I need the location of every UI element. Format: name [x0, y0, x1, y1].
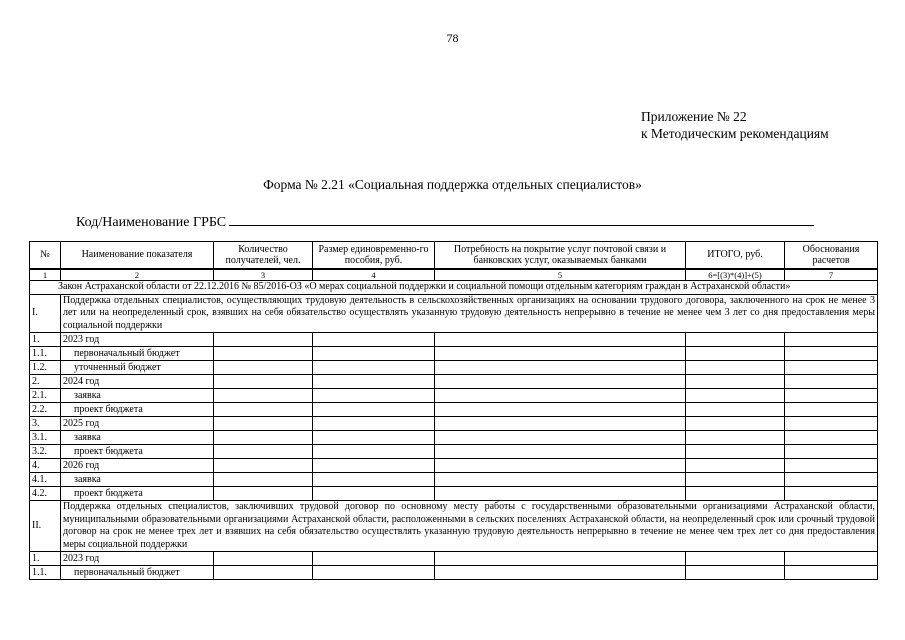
value-cell[interactable] — [313, 361, 435, 375]
row-name: 2026 год — [61, 459, 214, 473]
section-title: Поддержка отдельных специалистов, осуществляющих трудовую деятельность в сельскохозяйственных организациях на основании трудового договора, заключенного на срок не менее 3 лет или на неопределенный срок, взявших на себя обязательство осуществлять указанную трудовую деятельность непрерывно в течение не менее чем 3 лет со дня предоставления меры социальной поддержки — [61, 294, 878, 333]
value-cell[interactable] — [785, 333, 878, 347]
row-code: 3.1. — [30, 431, 61, 445]
value-cell[interactable] — [435, 389, 686, 403]
value-cell[interactable] — [214, 347, 313, 361]
row-name: 2024 год — [61, 375, 214, 389]
value-cell[interactable] — [686, 417, 785, 431]
column-number: 1 — [30, 269, 61, 281]
value-cell[interactable] — [214, 445, 313, 459]
value-cell[interactable] — [785, 487, 878, 501]
value-cell[interactable] — [214, 389, 313, 403]
value-cell[interactable] — [313, 487, 435, 501]
header-cell: Размер единовременно-го пособия, руб. — [313, 242, 435, 270]
table-row — [30, 375, 878, 389]
value-cell[interactable] — [435, 431, 686, 445]
row-name: проект бюджета — [61, 487, 214, 501]
value-cell[interactable] — [435, 375, 686, 389]
value-cell[interactable] — [435, 347, 686, 361]
value-cell[interactable] — [313, 473, 435, 487]
value-cell[interactable] — [686, 487, 785, 501]
row-name: заявка — [61, 389, 214, 403]
value-cell[interactable] — [313, 417, 435, 431]
appendix-line-1: Приложение № 22 — [641, 109, 747, 124]
value-cell[interactable] — [313, 459, 435, 473]
table-row — [30, 431, 878, 445]
column-number: 4 — [313, 269, 435, 281]
table-row — [30, 361, 878, 375]
value-cell[interactable] — [785, 403, 878, 417]
value-cell[interactable] — [313, 403, 435, 417]
row-code: 1. — [30, 333, 61, 347]
value-cell[interactable] — [785, 389, 878, 403]
row-code: 1.1. — [30, 566, 61, 580]
page-number: 78 — [446, 31, 459, 45]
value-cell[interactable] — [686, 389, 785, 403]
value-cell[interactable] — [214, 431, 313, 445]
table-row — [30, 347, 878, 361]
value-cell[interactable] — [686, 333, 785, 347]
row-code: 2. — [30, 375, 61, 389]
value-cell[interactable] — [313, 389, 435, 403]
value-cell[interactable] — [214, 375, 313, 389]
grbs-field — [76, 211, 814, 231]
value-cell[interactable] — [214, 552, 313, 566]
table-row — [30, 417, 878, 431]
row-name: проект бюджета — [61, 403, 214, 417]
table-row — [30, 389, 878, 403]
row-code: 4.2. — [30, 487, 61, 501]
table-row — [30, 403, 878, 417]
value-cell[interactable] — [214, 487, 313, 501]
row-code: 2.1. — [30, 389, 61, 403]
law-row — [30, 281, 878, 295]
grbs-label: Код/Наименование ГРБС — [76, 215, 227, 230]
header-cell: Количество получателей, чел. — [214, 242, 313, 270]
value-cell[interactable] — [435, 473, 686, 487]
row-name: первоначальный бюджет — [61, 347, 214, 361]
value-cell[interactable] — [435, 333, 686, 347]
grbs-fill-line — [229, 211, 814, 226]
table-row — [30, 552, 878, 566]
value-cell[interactable] — [435, 459, 686, 473]
row-name: 2023 год — [61, 333, 214, 347]
value-cell[interactable] — [435, 403, 686, 417]
appendix-note — [641, 108, 829, 142]
value-cell[interactable] — [214, 417, 313, 431]
row-name: 2025 год — [61, 417, 214, 431]
row-code: 1. — [30, 552, 61, 566]
value-cell[interactable] — [313, 445, 435, 459]
value-cell[interactable] — [686, 431, 785, 445]
row-code: 1.1. — [30, 347, 61, 361]
value-cell[interactable] — [313, 333, 435, 347]
value-cell[interactable] — [313, 566, 435, 580]
value-cell[interactable] — [686, 375, 785, 389]
row-name: заявка — [61, 431, 214, 445]
value-cell[interactable] — [435, 552, 686, 566]
value-cell[interactable] — [686, 403, 785, 417]
value-cell[interactable] — [785, 375, 878, 389]
value-cell[interactable] — [435, 566, 686, 580]
row-code: 2.2. — [30, 403, 61, 417]
form-table — [29, 241, 878, 580]
value-cell[interactable] — [686, 445, 785, 459]
value-cell[interactable] — [313, 375, 435, 389]
row-code: 4. — [30, 459, 61, 473]
value-cell[interactable] — [686, 361, 785, 375]
value-cell[interactable] — [686, 552, 785, 566]
value-cell[interactable] — [313, 347, 435, 361]
value-cell[interactable] — [785, 361, 878, 375]
table-row — [30, 445, 878, 459]
section-number: II. — [30, 501, 61, 552]
column-number: 7 — [785, 269, 878, 281]
row-name: заявка — [61, 473, 214, 487]
row-name: уточненный бюджет — [61, 361, 214, 375]
value-cell[interactable] — [313, 552, 435, 566]
table-row — [30, 473, 878, 487]
value-cell[interactable] — [435, 417, 686, 431]
section-number: I. — [30, 294, 61, 333]
column-number: 6=[(3)*(4)]+(5) — [686, 269, 785, 281]
row-code: 4.1. — [30, 473, 61, 487]
row-name: первоначальный бюджет — [61, 566, 214, 580]
value-cell[interactable] — [214, 566, 313, 580]
header-cell: ИТОГО, руб. — [686, 242, 785, 270]
header-cell: № — [30, 242, 61, 270]
table-row — [30, 333, 878, 347]
column-number-row — [30, 269, 878, 281]
value-cell[interactable] — [686, 566, 785, 580]
value-cell[interactable] — [435, 487, 686, 501]
value-cell[interactable] — [214, 361, 313, 375]
value-cell[interactable] — [785, 347, 878, 361]
column-number: 2 — [61, 269, 214, 281]
row-name: 2023 год — [61, 552, 214, 566]
row-name: проект бюджета — [61, 445, 214, 459]
column-number: 5 — [435, 269, 686, 281]
value-cell[interactable] — [686, 473, 785, 487]
section-header-row — [30, 294, 878, 333]
form-title: Форма № 2.21 «Социальная поддержка отдельных специалистов» — [263, 177, 642, 192]
value-cell[interactable] — [214, 459, 313, 473]
value-cell[interactable] — [785, 417, 878, 431]
table-row — [30, 459, 878, 473]
header-cell: Обоснования расчетов — [785, 242, 878, 270]
header-row — [30, 242, 878, 270]
table-row — [30, 566, 878, 580]
header-cell: Потребность на покрытие услуг почтовой связи и банковских услуг, оказываемых банками — [435, 242, 686, 270]
row-code: 3.2. — [30, 445, 61, 459]
row-code: 3. — [30, 417, 61, 431]
value-cell[interactable] — [785, 445, 878, 459]
section-title: Поддержка отдельных специалистов, заключивших трудовой договор по основному месту работы с государственными образовательными организациями Астраханской области, муниципальными образовательными организациями Астраханской области, расположенными в сельских поселениях Астраханской области, на неопределенный срок или срочный трудовой договор на срок не менее трех лет и взявших на себя обязательство осуществлять указанную трудовую деятельность непрерывно в течение не менее чем трех лет со дня предоставления меры социальной поддержки — [61, 501, 878, 552]
value-cell[interactable] — [686, 347, 785, 361]
section-header-row — [30, 501, 878, 552]
row-code: 1.2. — [30, 361, 61, 375]
value-cell[interactable] — [214, 333, 313, 347]
header-cell: Наименование показателя — [61, 242, 214, 270]
value-cell[interactable] — [313, 431, 435, 445]
value-cell[interactable] — [785, 473, 878, 487]
value-cell[interactable] — [785, 431, 878, 445]
value-cell[interactable] — [214, 403, 313, 417]
value-cell[interactable] — [785, 566, 878, 580]
value-cell[interactable] — [686, 459, 785, 473]
value-cell[interactable] — [785, 552, 878, 566]
table-row — [30, 487, 878, 501]
value-cell[interactable] — [435, 361, 686, 375]
value-cell[interactable] — [214, 473, 313, 487]
value-cell[interactable] — [785, 459, 878, 473]
law-text: Закон Астраханской области от 22.12.2016 № 85/2016-ОЗ «О мерах социальной поддержки и социальной помощи отдельным категориям граждан в Астраханской области» — [30, 281, 878, 295]
appendix-line-2: к Методическим рекомендациям — [641, 126, 829, 141]
column-number: 3 — [214, 269, 313, 281]
value-cell[interactable] — [435, 445, 686, 459]
